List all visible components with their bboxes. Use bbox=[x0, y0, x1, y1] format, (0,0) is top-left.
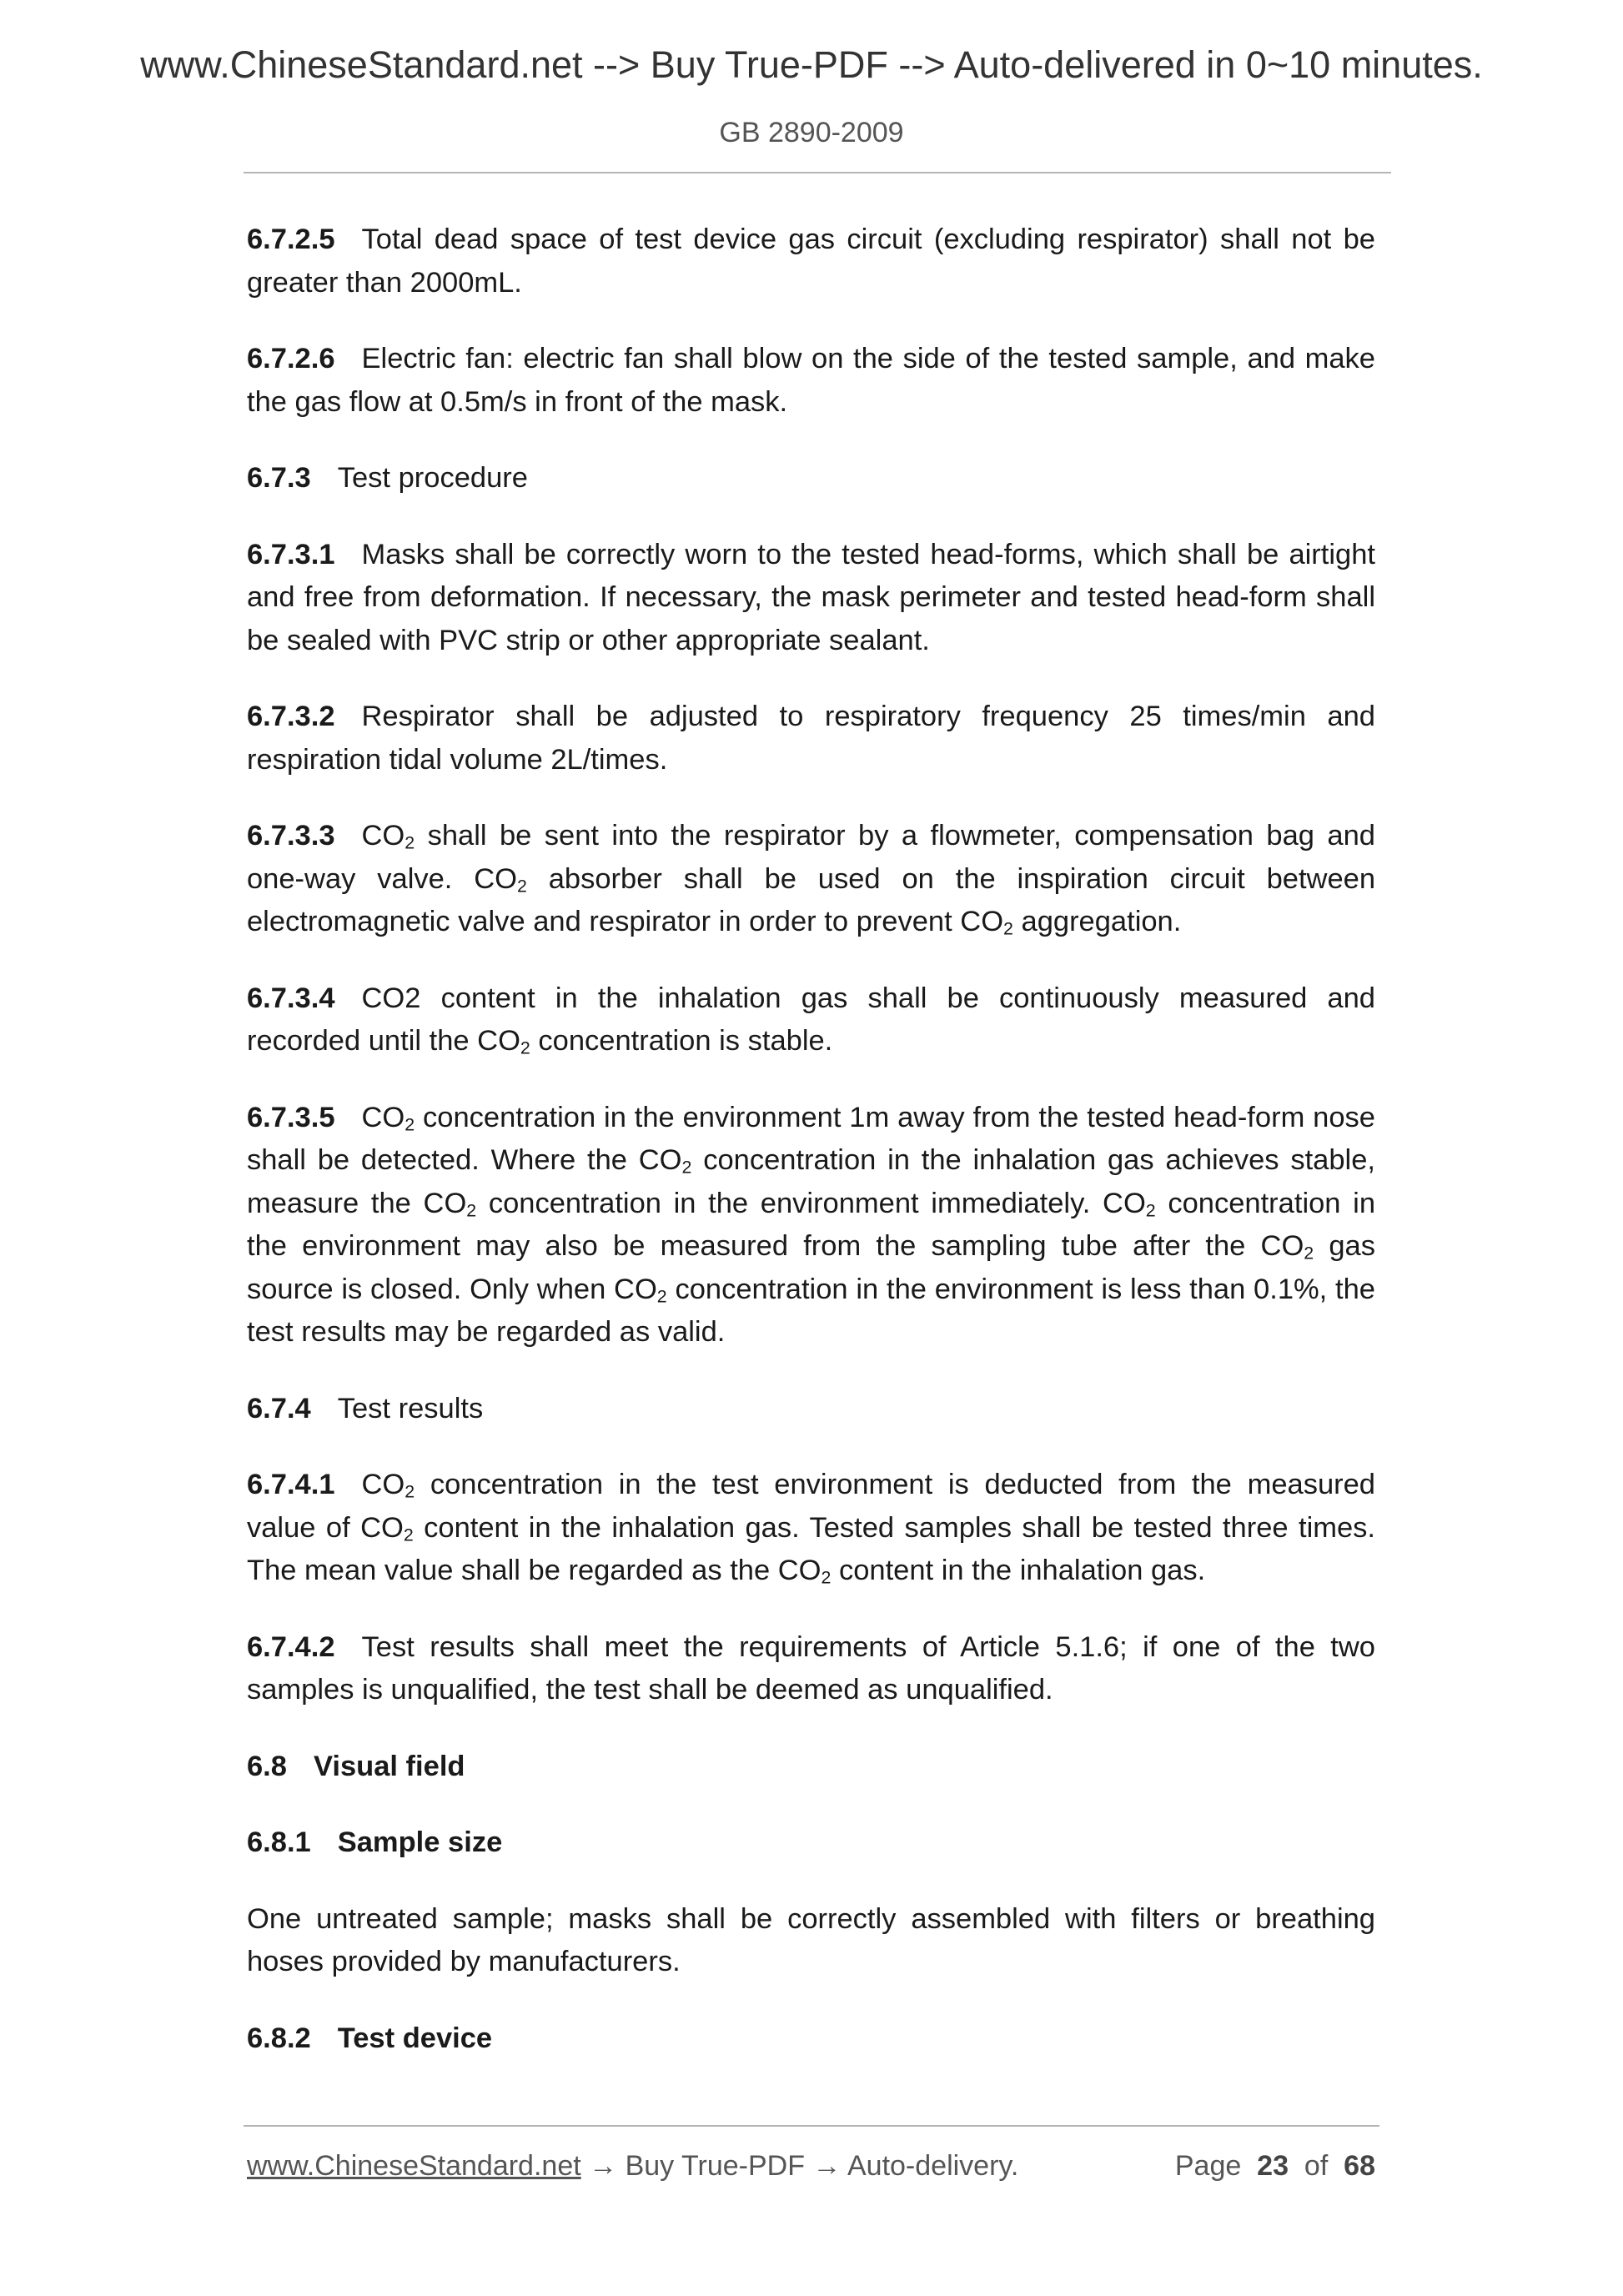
clause-text: Electric fan: electric fan shall blow on the side of the tested sample, and make the gas flow at 0.5m/s in front of the mask. bbox=[247, 343, 1375, 418]
clause-text: content in the inhalation gas. bbox=[831, 1555, 1206, 1586]
header-divider bbox=[244, 172, 1391, 173]
footer-divider bbox=[244, 2125, 1379, 2127]
clause-number: 6.7.3.1 bbox=[247, 538, 335, 570]
clause-number: 6.7.2.5 bbox=[247, 224, 335, 255]
clause-number: 6.7.3.4 bbox=[247, 982, 335, 1014]
heading-text: Test results bbox=[337, 1392, 484, 1424]
clause-6-7-4-1 bbox=[247, 1464, 1375, 1593]
footer-promo-text: → Buy True-PDF → Auto-delivery. bbox=[580, 2150, 1019, 2182]
clause-number: 6.8 bbox=[247, 1750, 287, 1782]
heading-6-7-3 bbox=[247, 457, 1375, 500]
clause-text: Test results shall meet the requirements of Article 5.1.6; if one of the two samples is unqualified, the test shall be deemed as unqualified. bbox=[247, 1630, 1375, 1706]
clause-number: 6.7.4 bbox=[247, 1392, 311, 1424]
clause-6-7-3-4 bbox=[247, 977, 1375, 1063]
clause-text: content in the inhalation gas. Tested samples shall be tested three times. The mean value shall be regarded as the bbox=[247, 1511, 1375, 1586]
page-total: 68 bbox=[1344, 2150, 1375, 2182]
clause-text: concentration in the environment may also be measured from the sampling tube after the bbox=[247, 1187, 1376, 1262]
heading-text: Visual field bbox=[313, 1750, 465, 1782]
clause-number: 6.7.2.6 bbox=[247, 343, 335, 374]
clause-text: concentration is stable. bbox=[530, 1025, 833, 1057]
of-label: of bbox=[1304, 2150, 1329, 2182]
co2-formula: $CO_2$ bbox=[361, 1469, 415, 1502]
co2-formula: $CO_2$ bbox=[777, 1555, 832, 1588]
co2-formula: $CO_2$ bbox=[1260, 1230, 1314, 1264]
heading-6-8-1 bbox=[247, 1821, 1375, 1865]
heading-text: Test device bbox=[337, 2022, 493, 2054]
clause-text: Masks shall be correctly worn to the tested head-forms, which shall be airtight and free from deformation. If necessary, the mask perimeter and tested head-form shall be sealed with PVC strip or other appropriate sealant. bbox=[247, 538, 1375, 656]
clause-number: 6.7.4.2 bbox=[247, 1630, 335, 1663]
co2-formula: $CO_2$ bbox=[361, 1101, 415, 1134]
clause-number: 6.7.3.2 bbox=[247, 701, 335, 732]
clause-number: 6.7.3.3 bbox=[247, 820, 335, 852]
clause-6-7-3-1 bbox=[247, 534, 1375, 663]
clause-6-7-3-5 bbox=[247, 1097, 1375, 1354]
clause-text: Respirator shall be adjusted to respiratory frequency 25 times/min and respiration tidal volume 2L/times. bbox=[247, 701, 1375, 776]
clause-number: 6.7.3 bbox=[247, 462, 311, 494]
page-label: Page bbox=[1174, 2150, 1242, 2182]
heading-text: Test procedure bbox=[337, 462, 528, 494]
co2-formula: $CO_2$ bbox=[614, 1273, 667, 1306]
page-footer bbox=[247, 2150, 1375, 2192]
clause-text: shall be sent into the respirator by a flowmeter, compensation bag and one-way valve. bbox=[247, 820, 1375, 895]
co2-formula: $CO_2$ bbox=[360, 1511, 414, 1545]
clause-6-7-3-3 bbox=[247, 815, 1375, 944]
heading-text: Sample size bbox=[337, 1826, 503, 1858]
clause-number: 6.8.1 bbox=[247, 1826, 311, 1858]
footer-promo bbox=[247, 2150, 1018, 2183]
clause-6-7-4-2 bbox=[247, 1626, 1375, 1712]
co2-formula: $CO_2$ bbox=[361, 820, 415, 853]
clause-number: 6.7.3.5 bbox=[247, 1101, 335, 1133]
clause-6-7-2-6 bbox=[247, 338, 1375, 424]
co2-formula: $CO_2$ bbox=[474, 862, 527, 896]
clause-text: concentration in the test environment is deducted from the measured value of bbox=[247, 1469, 1375, 1544]
heading-6-7-4 bbox=[247, 1388, 1375, 1431]
page-number bbox=[1175, 2150, 1375, 2183]
clause-text: aggregation. bbox=[1012, 906, 1182, 937]
clause-number: 6.7.4.1 bbox=[247, 1469, 335, 1500]
co2-formula: $CO_2$ bbox=[960, 906, 1013, 939]
clause-text: concentration in the environment immediately. bbox=[476, 1187, 1103, 1219]
clause-6-7-3-2 bbox=[247, 696, 1375, 781]
clause-text: absorber shall be used on the inspiration circuit between electromagnetic valve and respirator in order to prevent bbox=[247, 862, 1376, 937]
paragraph-sample-size bbox=[247, 1898, 1375, 1984]
clause-text: concentration in the environment is less than 0.1%, the test results may be regarded as valid. bbox=[247, 1273, 1375, 1348]
clause-text: CO2 content in the inhalation gas shall be continuously measured and recorded until the bbox=[247, 982, 1375, 1057]
standard-code: GB 2890-2009 bbox=[719, 117, 904, 148]
co2-formula: $CO_2$ bbox=[1103, 1187, 1156, 1220]
clause-text: gas source is closed. Only when bbox=[247, 1230, 1375, 1305]
paragraph-text: One untreated sample; masks shall be correctly assembled with filters or breathing hoses provided by manufacturers. bbox=[247, 1902, 1375, 1977]
clause-text: concentration in the environment 1m away from the tested head-form nose shall be detected. Where the bbox=[247, 1101, 1375, 1176]
document-body bbox=[247, 219, 1375, 2060]
co2-formula: $CO_2$ bbox=[423, 1187, 477, 1220]
clause-text: Total dead space of test device gas circuit (excluding respirator) shall not be greater than 2000mL. bbox=[247, 224, 1375, 299]
co2-formula: $CO_2$ bbox=[638, 1144, 692, 1178]
footer-site-link[interactable]: www.ChineseStandard.net bbox=[247, 2150, 581, 2182]
clause-text: concentration in the inhalation gas achieves stable, measure the bbox=[247, 1144, 1375, 1219]
heading-6-8-2 bbox=[247, 2017, 1375, 2061]
clause-6-7-2-5 bbox=[247, 219, 1375, 304]
co2-formula: $CO_2$ bbox=[477, 1025, 530, 1058]
page-current: 23 bbox=[1257, 2150, 1289, 2182]
clause-number: 6.8.2 bbox=[247, 2022, 311, 2054]
top-banner: www.ChineseStandard.net --> Buy True-PDF --> Auto-delivered in 0~10 minutes. bbox=[140, 43, 1483, 86]
heading-6-8 bbox=[247, 1746, 1375, 1789]
